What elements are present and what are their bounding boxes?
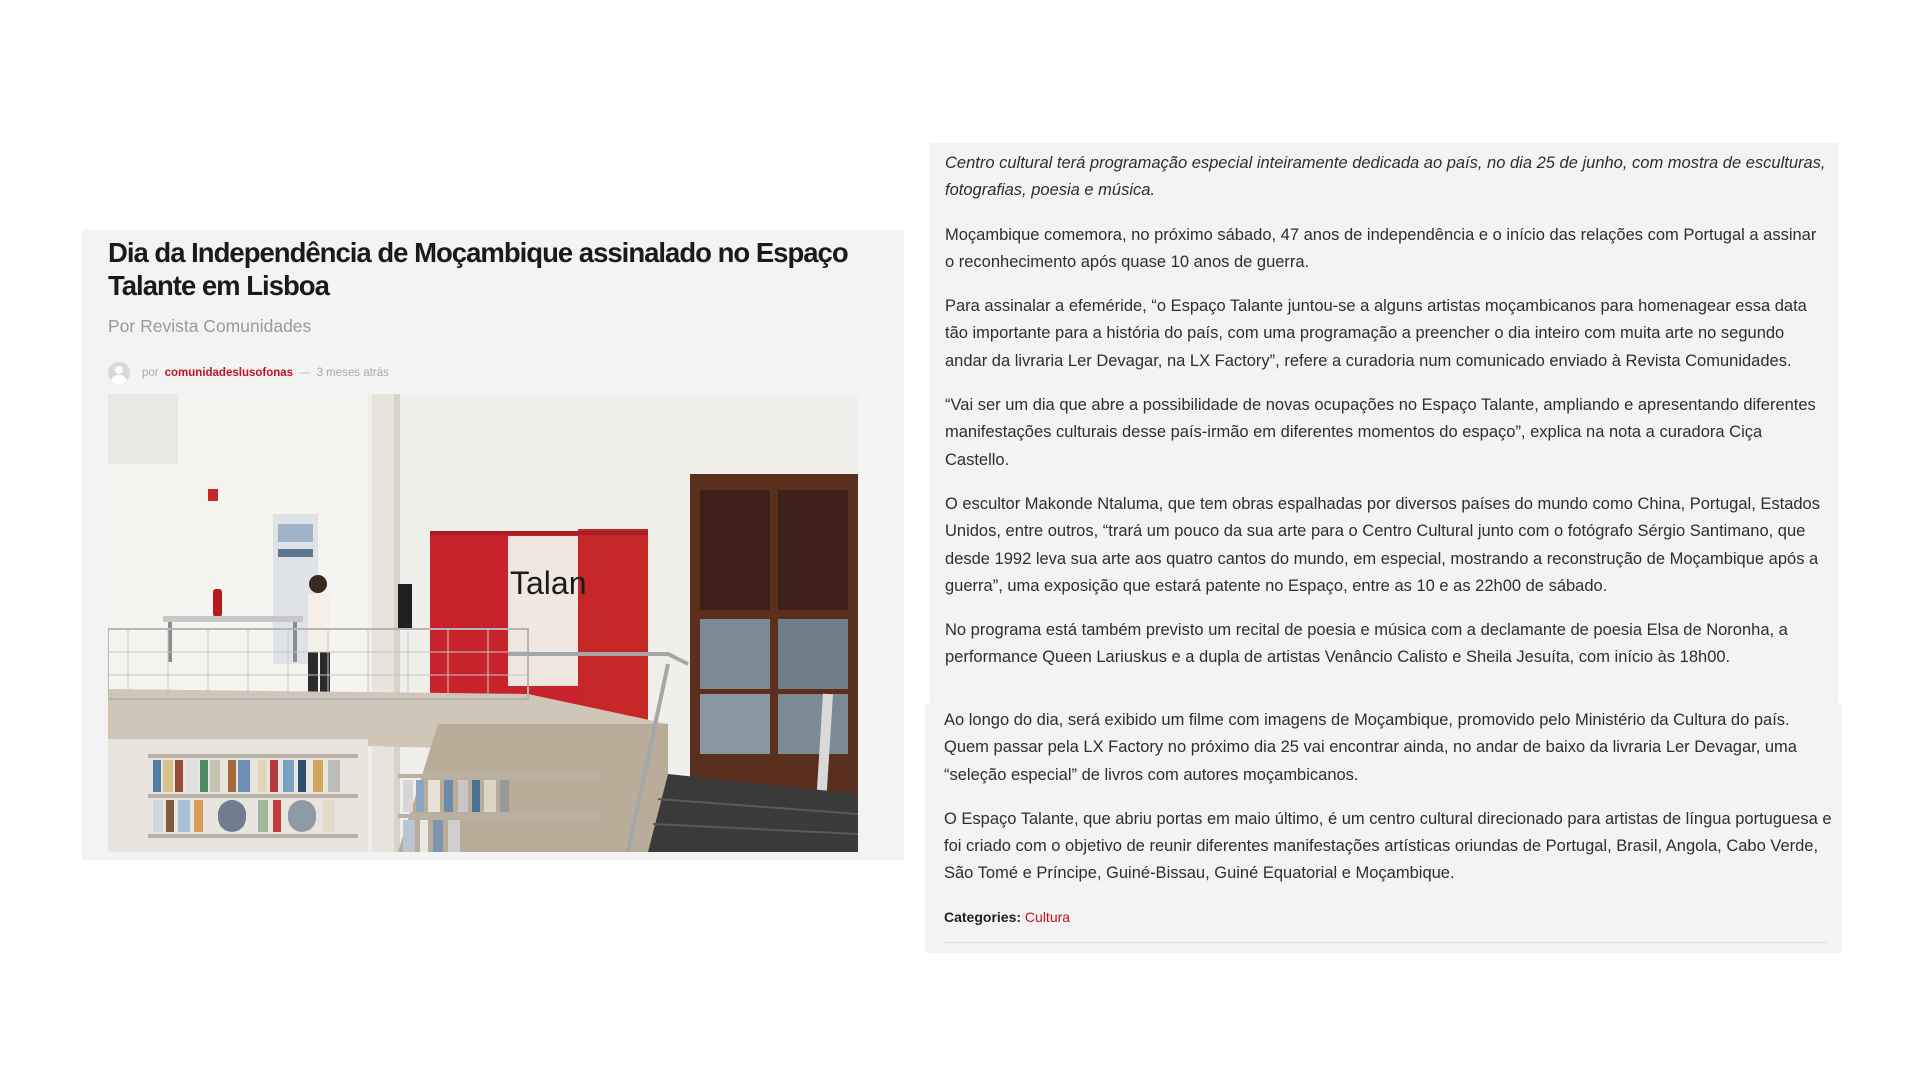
article-paragraph: O Espaço Talante, que abriu portas em maio último, é um centro cultural direcionado para artistas de língua portuguesa e foi criado com o objetivo de reunir diferentes manifestações artísticas oriundas de Portugal, Brasil, Angola, Cabo Verde, São Tomé e Príncipe, Guiné-Bissau, Guiné Equatorial e Moçambique. xyxy=(944,809,1832,883)
avatar-icon[interactable] xyxy=(108,362,130,384)
article-paragraph: O escultor Makonde Ntaluma, que tem obras espalhadas por diversos países do mundo como China, Portugal, Estados Unidos, entre outros, “trará um pouco da sua arte para o Centro Cultural junto com o fotógrafo Sérgio Santimano, que desde 1992 leva sua arte aos quatro cantos do mundo, em especial, mostrando a reconstrução de Moçambique após a guerra”, uma exposição que estará patente no Espaço, entre as 10 e as 22h00 de sábado. xyxy=(945,494,1820,595)
article-paragraph: Para assinalar a efeméride, “o Espaço Talante juntou-se a alguns artistas moçambicanos para homenagear essa data tão importante para a história do país, com uma programação a preencher o dia inteiro com muita arte no segundo andar da livraria Ler Devagar, na LX Factory”, refere a curadoria num comunicado enviado à Revista Comunidades. xyxy=(945,297,1807,370)
meta-prefix: por xyxy=(142,367,159,379)
author-link[interactable]: comunidadeslusofonas xyxy=(164,367,294,379)
categories-label: Categories: xyxy=(944,909,1022,925)
article-paragraph: Ao longo do dia, será exibido um filme com imagens de Moçambique, promovido pelo Ministério da Cultura do país. Quem passar pela LX Factory no próximo dia 25 vai encontrar ainda, no andar de baixo da livraria Ler Devagar, uma “seleção especial” de livros com autores moçambicanos. xyxy=(944,711,1797,784)
bookstore-photo xyxy=(108,394,858,852)
article-title[interactable]: Dia da Independência de Moçambique assinalado no Espaço Talante em Lisboa xyxy=(108,237,848,301)
category-link-cultura[interactable]: Cultura xyxy=(1024,909,1071,925)
talante-sign: Talan xyxy=(510,565,587,601)
article-categories xyxy=(944,909,1070,925)
article-paragraph: “Vai ser um dia que abre a possibilidade de novas ocupações no Espaço Talante, ampliando e apresentando diferentes manifestações culturais desse país-irmão em diferentes momentos do espaço”, explica na nota a curadora Ciça Castello. xyxy=(945,396,1816,469)
article-body-continued xyxy=(944,707,1832,905)
article-hero-image[interactable] xyxy=(108,394,858,852)
article-meta xyxy=(108,362,858,384)
article-body xyxy=(945,150,1827,689)
article-byline: Por Revista Comunidades xyxy=(108,316,312,336)
article-header-card xyxy=(82,230,904,860)
meta-separator: — xyxy=(299,367,311,379)
article-paragraph: No programa está também previsto um recital de poesia e música com a declamante de poesia Elsa de Noronha, a performance Queen Lariuskus e a dupla de artistas Venâncio Calisto e Sheila Jesuíta, com início às 18h00. xyxy=(945,621,1788,667)
article-lead: Centro cultural terá programação especial inteiramente dedicada ao país, no dia 25 de junho, com mostra de esculturas, fotografias, poesia e música. xyxy=(945,154,1826,200)
meta-time: 3 meses atrás xyxy=(316,367,389,379)
article-paragraph: Moçambique comemora, no próximo sábado, 47 anos de independência e o início das relações com Portugal a assinar o reconhecimento após quase 10 anos de guerra. xyxy=(945,225,1817,271)
article-divider xyxy=(944,942,1828,943)
